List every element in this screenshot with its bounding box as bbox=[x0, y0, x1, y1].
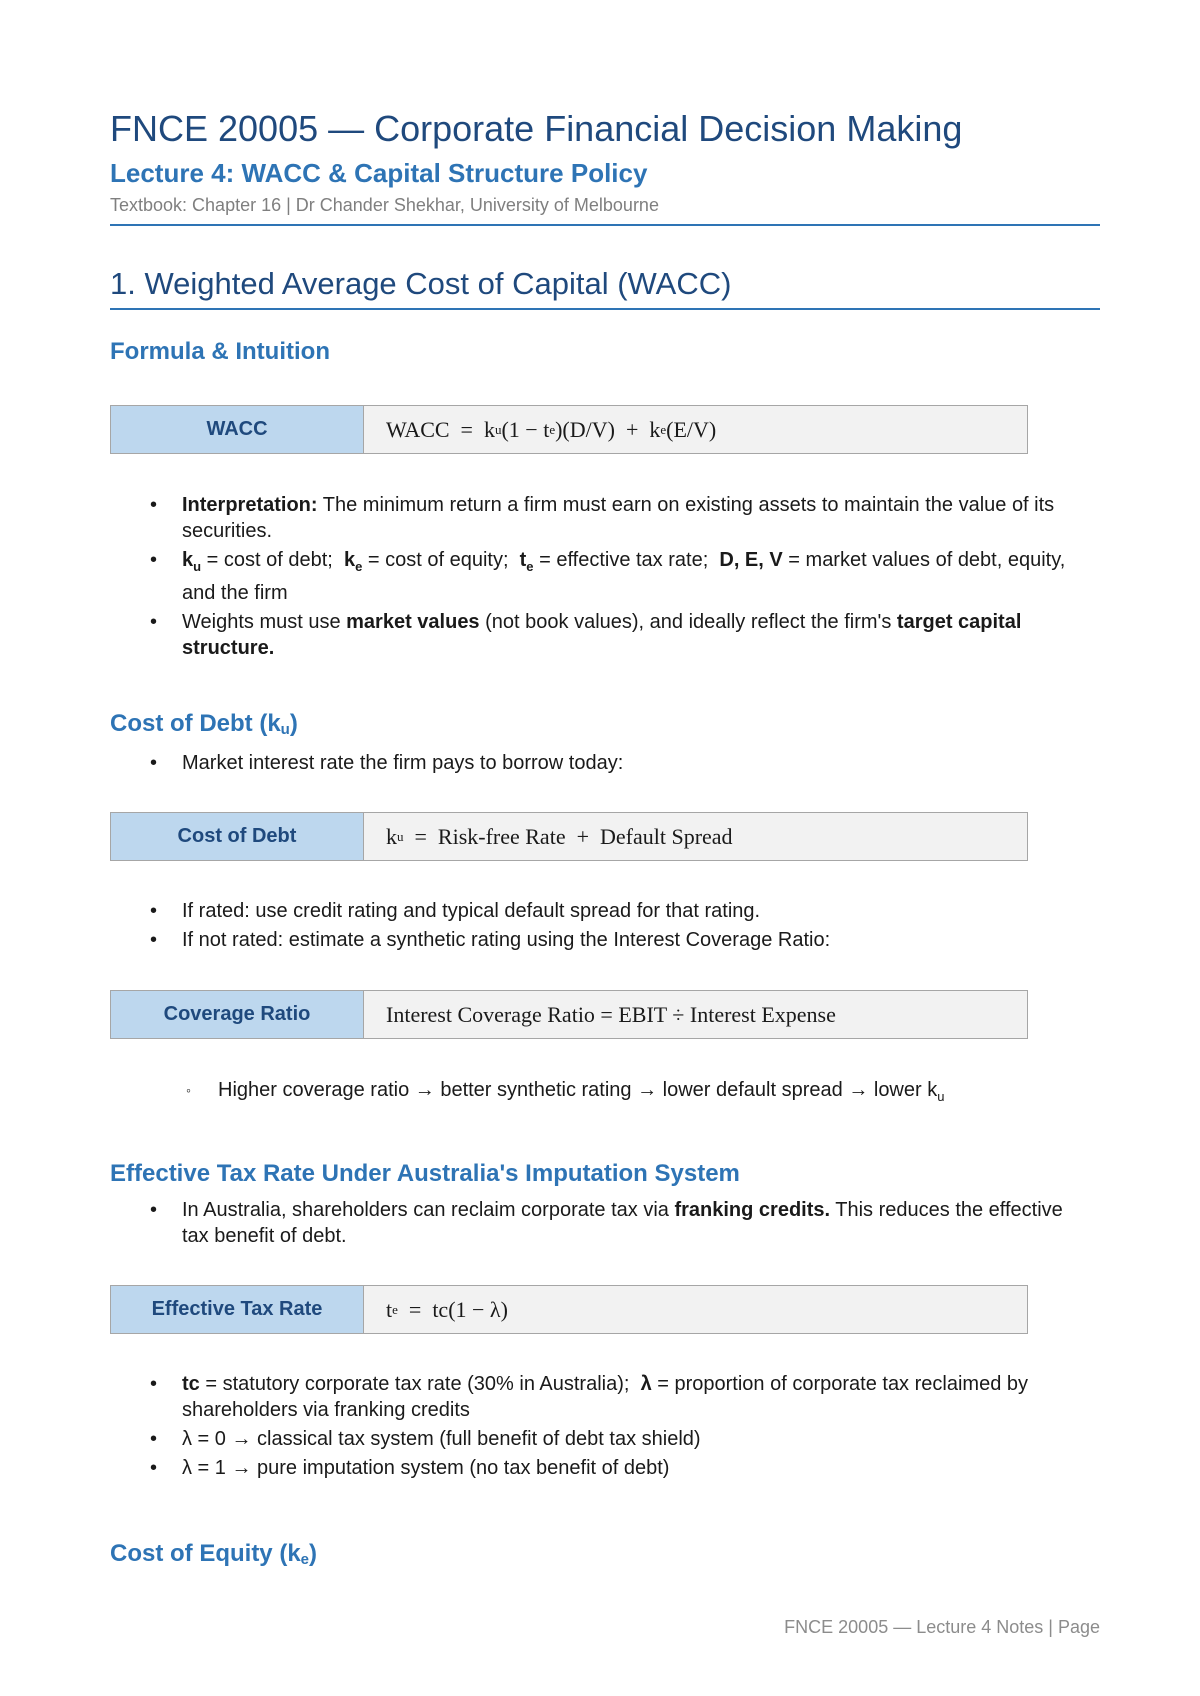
formula-box-coverage-ratio bbox=[110, 990, 1028, 1039]
list-item: • Interpretation: The minimum return a firm must earn on existing assets to maintain the value of its securities. bbox=[150, 492, 1080, 544]
page-footer: FNCE 20005 — Lecture 4 Notes | Page bbox=[784, 1617, 1100, 1637]
subheading-formula-intuition: Formula & Intuition bbox=[110, 338, 330, 365]
list-item: • If rated: use credit rating and typical default spread for that rating. bbox=[150, 898, 1080, 924]
list-item: ◦ Higher coverage ratio → better synthetic rating → lower default spread → lower $k_u$ bbox=[186, 1077, 1116, 1110]
sub-bullet-list-coverage bbox=[186, 1077, 1116, 1113]
bullet-list-cost-of-debt-intro bbox=[150, 750, 1080, 779]
list-item: • $k_u = \cos t$ of debt; $k_e = \cos t$ of equity; $t_e$ = effective tax rate; D, E, V = market values of debt, equity, and the firm bbox=[150, 547, 1080, 606]
lecture-subtitle: Lecture 4: WACC & Capital Structure Policy bbox=[110, 158, 648, 188]
bullet-list-effective-tax bbox=[150, 1371, 1080, 1484]
formula-box-equation: WACC = k u (1 − t e )(D/V) + k e (E/V) bbox=[386, 416, 717, 442]
formula-box-equation: t e = tc(1 − λ) bbox=[386, 1296, 508, 1322]
formula-box-label: Coverage Ratio bbox=[111, 991, 364, 1038]
section-divider bbox=[110, 308, 1100, 310]
section-heading-wacc: 1. Weighted Average Cost of Capital (WACC) bbox=[110, 266, 732, 301]
header-divider bbox=[110, 224, 1100, 226]
list-item: • Weights must use market values (not book values), and ideally reflect the firm's target capital structure. bbox=[150, 609, 1080, 661]
formula-box-label: Effective Tax Rate bbox=[111, 1286, 364, 1333]
subheading-effective-tax-rate: Effective Tax Rate Under Australia's Imputation System bbox=[110, 1160, 740, 1187]
list-item: • tc = statutory corporate tax rate (30% in Australia); λ = proportion of corporate tax reclaimed by shareholders via franking credits bbox=[150, 1371, 1080, 1423]
formula-box-label: Cost of Debt bbox=[111, 813, 364, 860]
document-title: FNCE 20005 — Corporate Financial Decision Making bbox=[110, 108, 963, 149]
list-item: • λ = 0 → classical tax system (full benefit of debt tax shield) bbox=[150, 1426, 1080, 1452]
bullet-list-cost-of-debt bbox=[150, 898, 1080, 956]
list-item: • If not rated: estimate a synthetic rating using the Interest Coverage Ratio: bbox=[150, 927, 1080, 953]
list-item: • λ = 1 → pure imputation system (no tax benefit of debt) bbox=[150, 1455, 1080, 1481]
formula-box-label: WACC bbox=[111, 406, 364, 453]
list-item: • Market interest rate the firm pays to borrow today: bbox=[150, 750, 1080, 776]
formula-box-effective-tax-rate bbox=[110, 1285, 1028, 1334]
bullet-list-effective-tax-intro bbox=[150, 1197, 1080, 1252]
list-item: • In Australia, shareholders can reclaim corporate tax via franking credits. This reduces the effective tax benefit of debt. bbox=[150, 1197, 1080, 1249]
textbook-meta: Textbook: Chapter 16 | Dr Chander Shekhar, University of Melbourne bbox=[110, 195, 659, 215]
subheading-cost-of-debt: Cost of Debt $(k_u)$ bbox=[110, 710, 298, 738]
formula-box-wacc bbox=[110, 405, 1028, 454]
formula-box-equation: Interest Coverage Ratio = EBIT ÷ Interest Expense bbox=[386, 1001, 836, 1027]
formula-box-equation: k u = Risk-free Rate + Default Spread bbox=[386, 823, 733, 849]
bullet-list-wacc bbox=[150, 492, 1080, 664]
subheading-cost-of-equity: Cost of Equity $(k_e)$ bbox=[110, 1540, 318, 1568]
formula-box-cost-of-debt bbox=[110, 812, 1028, 861]
